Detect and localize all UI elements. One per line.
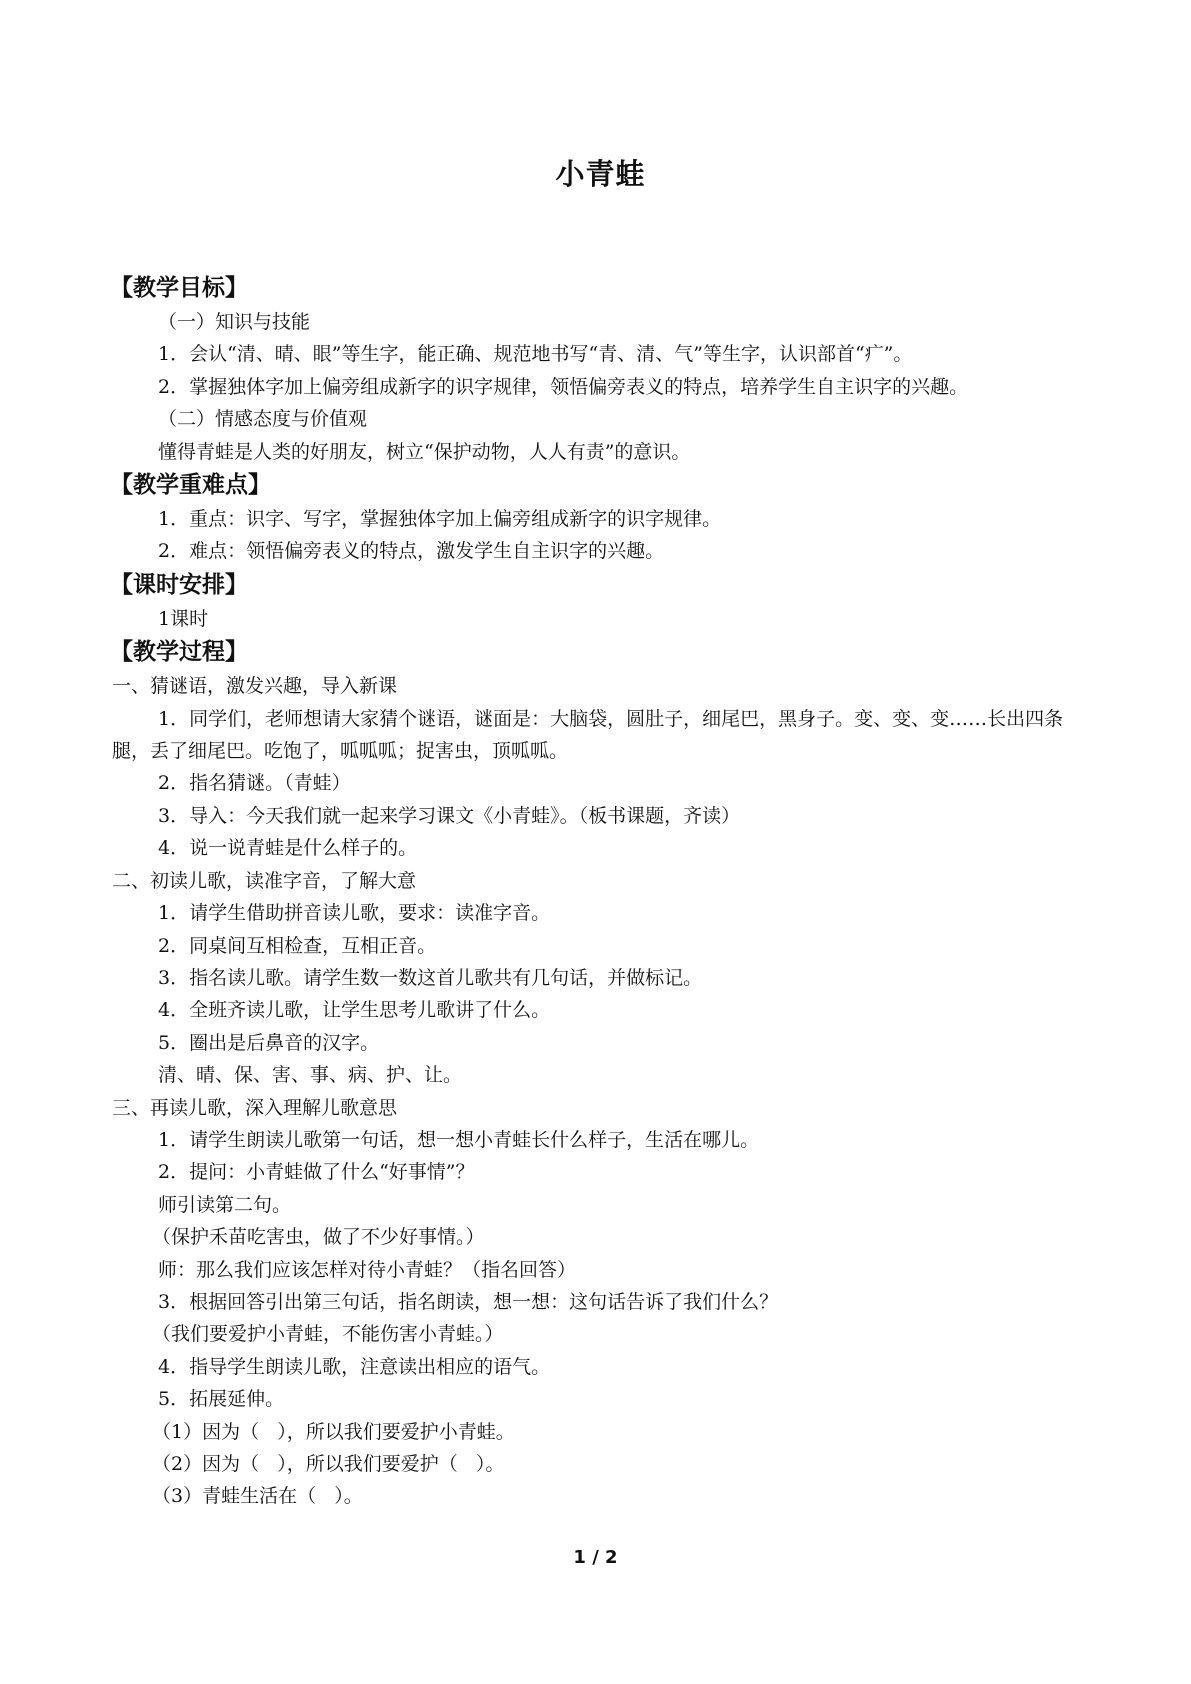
paragraph-line: 3．指名读儿歌。请学生数一数这首儿歌共有几句话，并做标记。	[158, 966, 703, 989]
paragraph-line: 2．提问：小青蛙做了什么“好事情”？	[158, 1161, 475, 1184]
paragraph-line: （一）知识与技能	[158, 311, 311, 333]
paragraph-line: 2．难点：领悟偏旁表义的特点，激发学生自主识字的兴趣。	[158, 540, 665, 563]
paragraph-line: 5．圈出是后鼻音的汉字。	[158, 1031, 380, 1054]
paragraph-line: 1．重点：识字、写字，掌握独体字加上偏旁组成新字的识字规律。	[158, 508, 722, 531]
section-heading: 【教学过程】	[110, 639, 248, 666]
paragraph-line: 3．根据回答引出第三句话，指名朗读，想一想：这句话告诉了我们什么？	[158, 1290, 779, 1313]
paragraph-line: （3）青蛙生活在（ ）。	[152, 1485, 363, 1508]
document-body	[112, 271, 1089, 1513]
paragraph-line: 3．导入：今天我们就一起来学习课文《小青蛙》。（板书课题，齐读）	[158, 804, 741, 827]
paragraph-line: （我们要爱护小青蛙，不能伤害小青蛙。）	[152, 1323, 504, 1346]
paragraph-line: 师引读第二句。	[158, 1193, 292, 1216]
paragraph: 1．同学们，老师想请大家猜个谜语，谜面是：大脑袋，圆肚子，细尾巴，黑身子。变、变、变……长出四条腿，丢了细尾巴。吃饱了，呱呱呱；捉害虫，顶呱呱。	[112, 707, 1064, 763]
paragraph-line: （保护禾苗吃害虫，做了不少好事情。）	[152, 1226, 485, 1249]
paragraph-line: 4．指导学生朗读儿歌，注意读出相应的语气。	[158, 1355, 551, 1378]
paragraph: 1．会认“清、晴、眼”等生字，能正确、规范地书写“青、清、气”等生字，认识部首“疒”。	[158, 343, 913, 366]
subsection-heading: 一、猜谜语，激发兴趣，导入新课	[112, 675, 398, 698]
paragraph: 2．掌握独体字加上偏旁组成新字的识字规律，领悟偏旁表义的特点，培养学生自主识字的兴趣。	[158, 375, 969, 398]
paragraph-line: 1．请学生借助拼音读儿歌，要求：读准字音。	[158, 902, 551, 925]
paragraph-line: （1）因为（ ），所以我们要爱护小青蛙。	[152, 1420, 515, 1443]
paragraph-line: 4．说一说青蛙是什么样子的。	[158, 837, 418, 860]
paragraph-line: 2．指名猜谜。（青蛙）	[158, 772, 351, 795]
paragraph-line: 1．请学生朗读儿歌第一句话，想一想小青蛙长什么样子，生活在哪儿。	[158, 1128, 760, 1151]
subsection-heading: 二、初读儿歌，读准字音，了解大意	[112, 869, 417, 892]
document-title: 小青蛙	[555, 157, 646, 191]
subsection-heading: 三、再读儿歌，深入理解儿歌意思	[112, 1096, 398, 1119]
paragraph-line: 清、晴、保、害、事、病、护、让。	[158, 1064, 463, 1087]
paragraph-line: 4．全班齐读儿歌，让学生思考儿歌讲了什么。	[158, 999, 551, 1022]
page-number: 1 / 2	[573, 1547, 618, 1568]
paragraph-line: 懂得青蛙是人类的好朋友，树立“保护动物，人人有责”的意识。	[158, 440, 691, 463]
paragraph-line: 1课时	[158, 607, 209, 630]
paragraph-line: 师：那么我们应该怎样对待小青蛙？（指名回答）	[158, 1258, 577, 1281]
paragraph-line: 2．同桌间互相检查，互相正音。	[158, 934, 437, 957]
section-heading: 【教学目标】	[110, 275, 248, 301]
section-heading: 【课时安排】	[110, 571, 248, 598]
paragraph-line: （二）情感态度与价值观	[158, 408, 368, 431]
paragraph-line: （2）因为（ ），所以我们要爱护（ ）。	[152, 1453, 505, 1475]
paragraph-line: 5．拓展延伸。	[158, 1388, 285, 1411]
section-heading: 【教学重难点】	[110, 472, 271, 499]
